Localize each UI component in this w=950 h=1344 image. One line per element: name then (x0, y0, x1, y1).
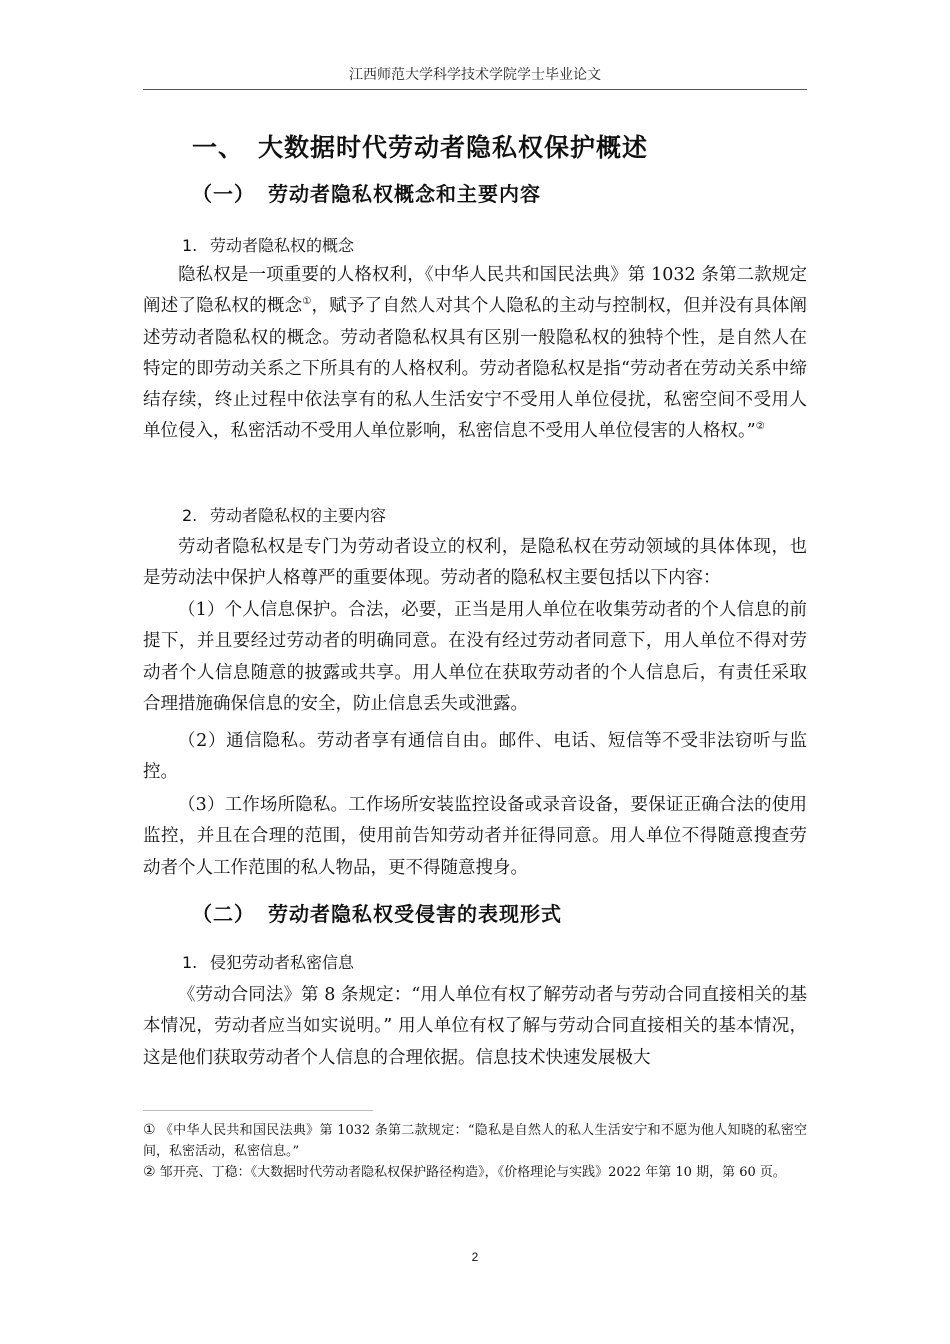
footnote-mark: ① (143, 1122, 156, 1138)
footnote-mark: ② (143, 1164, 156, 1180)
section-title: 大数据时代劳动者隐私权保护概述 (258, 133, 649, 162)
paragraph-labor-contract-law: 《劳动合同法》第 8 条规定：“用人单位有权了解劳动者与劳动合同直接相关的基本情况，劳动者应当如实说明。” 用人单位有权了解与劳动合同直接相关的基本情况，这是他们获取劳动者个人信息的合理依据。信息技术快速发展极大 (143, 985, 807, 1068)
item-number: 1. (182, 236, 198, 255)
section-number: 一、 (192, 133, 245, 162)
item-title: 劳动者隐私权的主要内容 (210, 506, 387, 525)
item-title: 侵犯劳动者私密信息 (210, 953, 355, 972)
item-heading-2-1 (182, 950, 354, 973)
item-title: 劳动者隐私权的概念 (210, 236, 355, 255)
paragraph-personal-info: （1）个人信息保护。合法，必要，正当是用人单位在收集劳动者的个人信息的前提下，并且要经过劳动者的明确同意。在没有经过劳动者同意下，用人单位不得对劳动者个人信息随意的披露或共享。用人单位在获取劳动者的个人信息后，有责任采取合理措施确保信息的安全，防止信息丢失或泄露。 (143, 600, 807, 714)
footnote-1 (143, 1120, 807, 1162)
header-rule (143, 89, 807, 90)
subsection-number: （一） (192, 182, 255, 206)
subsection-heading-1 (192, 178, 541, 207)
subsection-heading-2 (192, 898, 562, 927)
footnote-2 (143, 1162, 807, 1183)
item-heading-1-2 (182, 503, 386, 526)
paragraph-main-content-intro: 劳动者隐私权是专门为劳动者设立的权利，是隐私权在劳动领域的具体体现，也是劳动法中保护人格尊严的重要体现。劳动者的隐私权主要包括以下内容： (143, 537, 807, 589)
footnote-separator (143, 1110, 373, 1111)
subsection-number: （二） (192, 902, 255, 926)
subsection-title: 劳动者隐私权概念和主要内容 (268, 182, 541, 206)
subsection-title: 劳动者隐私权受侵害的表现形式 (268, 902, 562, 926)
paragraph-privacy-concept: 隐私权是一项重要的人格权利，《中华人民共和国民法典》第 1032 条第二款规定阐述了隐私权的概念①，赋予了自然人对其个人隐私的主动与控制权，但并没有具体阐述劳动者隐私权的概念。劳动者隐私权具有区别一般隐私权的独特个性，是自然人在特定的即劳动关系之下所具有的人格权利。劳动者隐私权是指“劳动者在劳动关系中缔结存续，终止过程中依法享有的私人生活安宁不受用人单位侵扰，私密空间不受用人单位侵入，私密活动不受用人单位影响，私密信息不受用人单位侵害的人格权。”② (143, 265, 808, 442)
footnote-text: 邹开亮、丁稳：《大数据时代劳动者隐私权保护路径构造》，《价格理论与实践》2022 年第 10 期，第 60 页。 (159, 1165, 786, 1180)
item-number: 2. (182, 506, 198, 525)
page-number: 2 (471, 1250, 479, 1264)
footnote-text: 《中华人民共和国民法典》第 1032 条第二款规定：“隐私是自然人的私人生活安宁和不愿为他人知晓的私密空间，私密活动，私密信息。” (143, 1123, 807, 1159)
paragraph-workplace-privacy: （3）工作场所隐私。工作场所安装监控设备或录音设备，要保证正确合法的使用监控，并且在合理的范围，使用前告知劳动者并征得同意。用人单位不得随意搜查劳动者个人工作范围的私人物品，更不得随意搜身。 (143, 795, 807, 878)
item-number: 1. (182, 953, 198, 972)
footnote-ref-2[interactable]: ② (755, 421, 765, 433)
paragraph-communication-privacy: （2）通信隐私。劳动者享有通信自由。邮件、电话、短信等不受非法窃听与监控。 (143, 731, 807, 783)
section-heading-1 (192, 128, 648, 164)
item-heading-1-1 (182, 233, 354, 256)
running-header: 江西师范大学科学技术学院学士毕业论文 (349, 67, 601, 83)
footnote-ref-1[interactable]: ① (302, 296, 312, 308)
